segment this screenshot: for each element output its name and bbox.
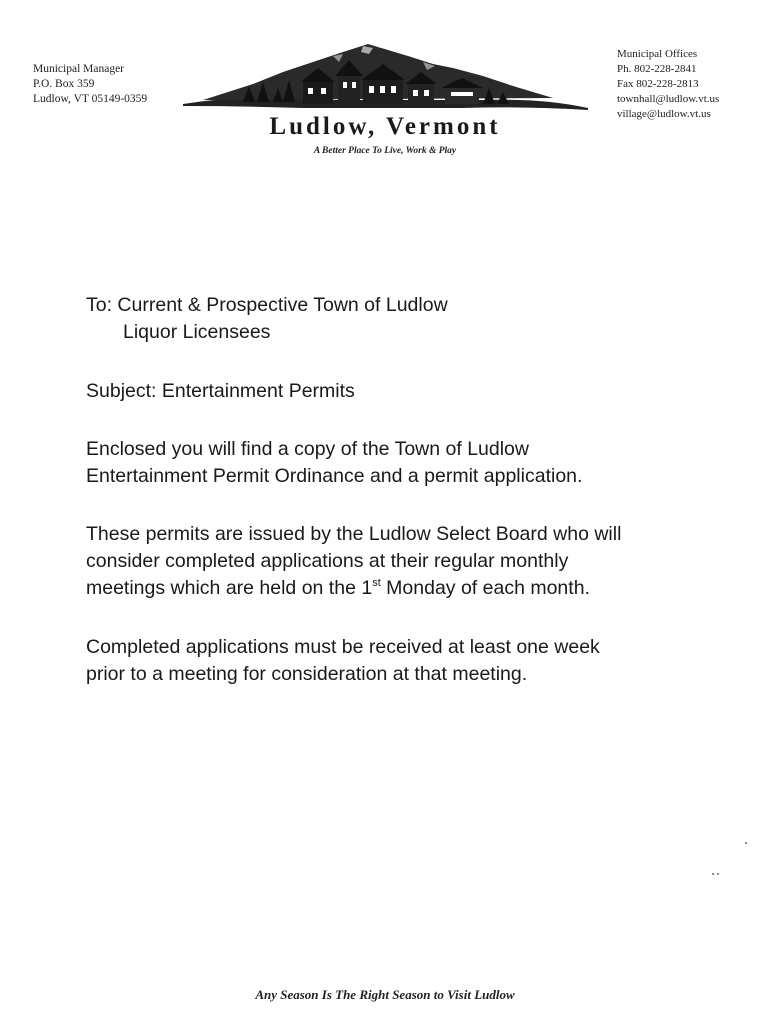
recipient-line: To: Current & Prospective Town of Ludlow — [86, 294, 448, 316]
recipient-line: Liquor Licensees — [123, 321, 271, 343]
scan-speck — [745, 842, 747, 844]
footer-slogan: Any Season Is The Right Season to Visit Ludlow — [255, 987, 515, 1002]
paragraph-line: Entertainment Permit Ordinance and a permit application. — [86, 465, 583, 487]
town-name: Ludlow, Vermont — [269, 113, 501, 140]
manager-address — [33, 62, 147, 107]
paragraph-deadline — [86, 634, 600, 688]
contact-line: townhall@ludlow.vt.us — [617, 93, 720, 105]
paragraph-line: prior to a meeting for consideration at that meeting. — [86, 663, 528, 685]
contact-line: Ph. 802-228-2841 — [617, 63, 697, 75]
text-fragment: meetings which are held on the 1 — [86, 577, 373, 599]
contact-line: village@ludlow.vt.us — [617, 108, 711, 120]
address-line: Ludlow, VT 05149-0359 — [33, 93, 148, 105]
subject-line: Subject: Entertainment Permits — [86, 380, 355, 402]
paragraph-enclosed — [86, 436, 582, 490]
paragraph-line: Completed applications must be received at least one week — [86, 636, 600, 658]
address-line: Municipal Manager — [33, 63, 125, 75]
text-fragment: Monday of each month. — [380, 577, 590, 599]
paragraph-line: consider completed applications at their regular monthly — [86, 550, 569, 572]
mountain-village-logo — [183, 42, 588, 120]
paragraph-line: These permits are issued by the Ludlow Select Board who will — [86, 523, 622, 545]
town-tagline: A Better Place To Live, Work & Play — [313, 146, 457, 156]
address-line: P.O. Box 359 — [33, 78, 95, 90]
scan-speck — [717, 873, 719, 875]
contact-line: Fax 802-228-2813 — [617, 78, 699, 90]
recipient-block — [86, 292, 448, 346]
office-contact — [617, 47, 719, 122]
paragraph-permits — [86, 521, 621, 602]
ordinal-suffix: st — [372, 577, 381, 589]
scan-speck — [712, 873, 714, 875]
paragraph-line: Enclosed you will find a copy of the Town of Ludlow — [86, 438, 529, 460]
contact-line: Municipal Offices — [617, 48, 698, 60]
paragraph-line — [86, 575, 621, 602]
